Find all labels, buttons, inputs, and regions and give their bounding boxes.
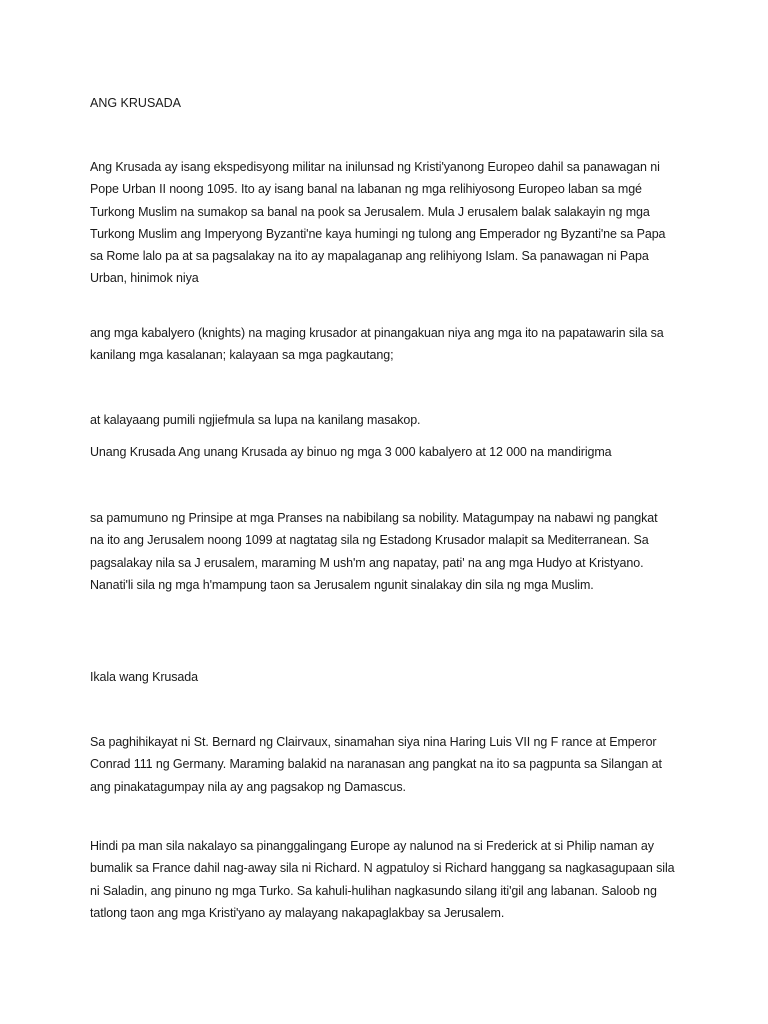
paragraph-third-crusade: Hindi pa man sila nakalayo sa pinanggalingang Europe ay nalunod na si Frederick at si Philip naman ay bumalik sa France dahil nag-away sila ni Richard. N agpatuloy si Richard hanggang sa nagkasagupaan sila ni Saladin, ang pinuno ng mga Turko. Sa kahuli-hulihan nagkasundo silang iti'gil ang labanan. Saloob ng tatlong taon ang mga Kristi'yano ay malayang nakapaglakbay sa Jerusalem. bbox=[90, 839, 675, 920]
paragraph-knights: ang mga kabalyero (knights) na maging krusador at pinangakuan niya ang mga ito na papatawarin sila sa kanilang mga kasalanan; kalayaan sa mga pagkautang; bbox=[90, 326, 664, 363]
paragraph-second-crusade: Sa paghihikayat ni St. Bernard ng Clairvaux, sinamahan siya nina Haring Luis VII ng F rance at Emperor Conrad 111 ng Germany. Maraming balakid na naranasan ang pangkat na ito sa pagpunta sa Silangan at ang pinakatagumpay nila ay ang pagsakop ng Damascus. bbox=[90, 735, 662, 794]
section-heading-second-crusade: Ikala wang Krusada bbox=[90, 670, 198, 684]
document-title: ANG KRUSADA bbox=[90, 96, 181, 110]
paragraph-intro: Ang Krusada ay isang ekspedisyong militar na inilunsad ng Kristi'yanong Europeo dahil sa panawagan ni Pope Urban II noong 1095. Ito ay isang banal na labanan ng mga relihiyosong Europeo laban sa mgé Turkong Muslim na sumakop sa banal na pook sa Jerusalem. Mula J erusalem balak salakayin ng mga Turkong Muslim ang Imperyong Byzanti'ne kaya humingi ng tulong ang Emperador ng Byzanti'ne sa Papa sa Rome lalo pa at sa pagsalakay na ito ay mapalaganap ang relihiyong Islam. Sa panawagan ni Papa Urban, hinimok niya bbox=[90, 160, 666, 286]
paragraph-first-crusade-details: sa pamumuno ng Prinsipe at mga Pranses na nabibilang sa nobility. Matagumpay na nabawi ng pangkat na ito ang Jerusalem noong 1099 at nagtatag sila ng Estadong Krusador malapit sa Mediterranean. Sa pagsalakay nila sa J erusalem, maraming M ush'm ang napatay, pati' na ang mga Hudyo at Kristyano. Nanati'li sila ng mga h'mampung taon sa Jerusalem ngunit sinalakay din sila ng mga Muslim. bbox=[90, 511, 658, 592]
paragraph-first-crusade: Unang Krusada Ang unang Krusada ay binuo ng mga 3 000 kabalyero at 12 000 na mandirigma bbox=[90, 445, 612, 459]
paragraph-land: at kalayaang pumili ngjiefmula sa lupa na kanilang masakop. bbox=[90, 413, 421, 427]
